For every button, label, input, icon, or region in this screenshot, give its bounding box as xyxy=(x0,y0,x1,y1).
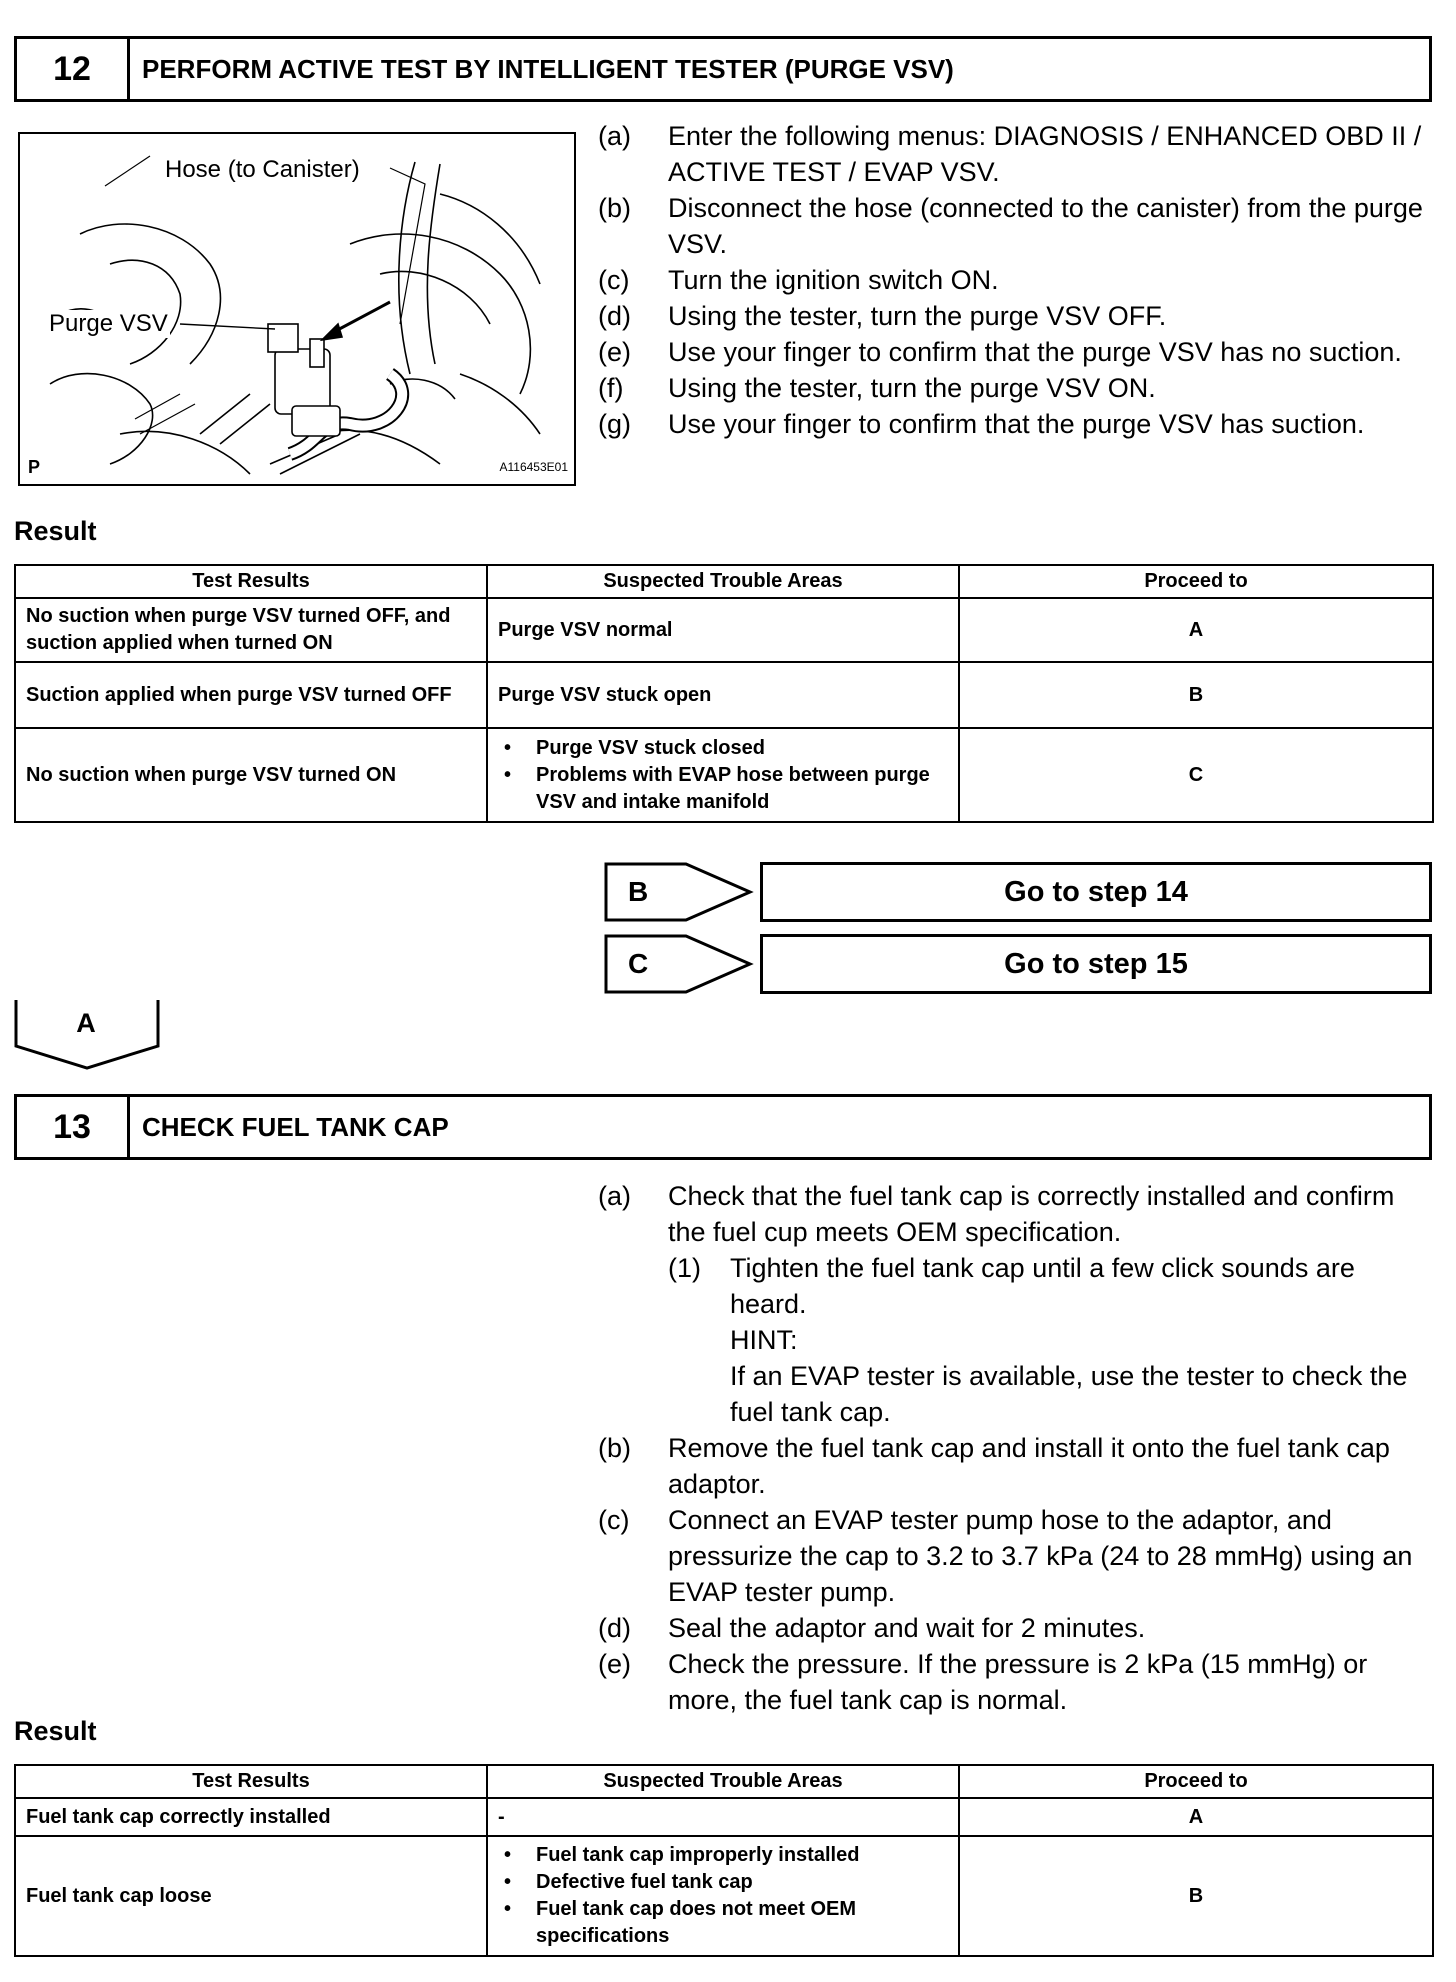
instruction-item: (b) Remove the fuel tank cap and install it onto the fuel tank cap adaptor. xyxy=(598,1433,1390,1499)
table-row xyxy=(15,1836,1433,1956)
instruction-item: (g) Use your finger to confirm that the purge VSV has suction. xyxy=(598,409,1365,439)
trouble-area-cell xyxy=(487,728,959,822)
step-number: 13 xyxy=(17,1097,130,1157)
column-header: Test Results xyxy=(15,565,487,598)
trouble-area-item: • Fuel tank cap does not meet OEM specifications xyxy=(498,1896,948,1950)
branch-letter: B xyxy=(628,876,649,907)
result-heading: Result xyxy=(14,516,97,546)
trouble-area-cell xyxy=(487,1836,959,1956)
engine-drawing xyxy=(20,134,574,484)
instruction-item xyxy=(598,1250,1428,1430)
trouble-area-item: • Defective fuel tank cap xyxy=(498,1869,948,1896)
proceed-cell: A xyxy=(959,598,1433,662)
test-result-cell: No suction when purge VSV turned ON xyxy=(15,728,487,822)
test-result-cell: Fuel tank cap correctly installed xyxy=(15,1798,487,1836)
trouble-area-item: • Problems with EVAP hose between purge VSV and intake manifold xyxy=(498,762,948,816)
instruction-item: (f) Using the tester, turn the purge VSV ON. xyxy=(598,373,1156,403)
step-title: CHECK FUEL TANK CAP xyxy=(142,1111,449,1142)
illustration-corner-mark: P xyxy=(28,457,41,477)
step-13-instructions xyxy=(598,1178,1428,1718)
branch-c[interactable] xyxy=(604,934,1432,994)
column-header: Proceed to xyxy=(959,1765,1433,1798)
trouble-area-item: • Purge VSV stuck closed xyxy=(498,735,948,762)
result-heading: Result xyxy=(14,1716,97,1746)
branch-arrow-icon xyxy=(604,862,754,922)
table-header-row xyxy=(15,1765,1433,1798)
step-13-result-table xyxy=(14,1764,1434,1957)
instruction-item: (a) Enter the following menus: DIAGNOSIS / ENHANCED OBD II / ACTIVE TEST / EVAP VSV. xyxy=(598,121,1422,187)
hint-label: HINT: xyxy=(730,1325,798,1355)
instruction-item: (e) Check the pressure. If the pressure is 2 kPa (15 mmHg) or more, the fuel tank cap is normal. xyxy=(598,1649,1368,1715)
table-row xyxy=(15,662,1433,728)
instruction-item: (d) Using the tester, turn the purge VSV OFF. xyxy=(598,301,1167,331)
column-header: Suspected Trouble Areas xyxy=(487,1765,959,1798)
table-header-row xyxy=(15,565,1433,598)
hint-text: If an EVAP tester is available, use the tester to check the fuel tank cap. xyxy=(730,1361,1408,1427)
step-title: PERFORM ACTIVE TEST BY INTELLIGENT TESTER (PURGE VSV) xyxy=(142,53,954,84)
step-number: 12 xyxy=(17,39,130,99)
sub-instruction: (1) Tighten the fuel tank cap until a few click sounds are heard. xyxy=(668,1253,1355,1319)
trouble-area-cell: Purge VSV stuck open xyxy=(487,662,959,728)
instruction-item: (c) Turn the ignition switch ON. xyxy=(598,265,999,295)
label-purge-vsv: Purge VSV xyxy=(49,310,168,337)
table-row xyxy=(15,1798,1433,1836)
proceed-cell: B xyxy=(959,1836,1433,1956)
instruction-item: (d) Seal the adaptor and wait for 2 minutes. xyxy=(598,1613,1146,1643)
test-result-cell: Fuel tank cap loose xyxy=(15,1836,487,1956)
illustration-code: A116453E01 xyxy=(499,460,568,474)
instruction-item: (a) Check that the fuel tank cap is correctly installed and confirm the fuel cup meets OEM specification. xyxy=(598,1181,1395,1247)
column-header: Suspected Trouble Areas xyxy=(487,565,959,598)
proceed-cell: C xyxy=(959,728,1433,822)
proceed-cell: B xyxy=(959,662,1433,728)
instruction-item: (b) Disconnect the hose (connected to the canister) from the purge VSV. xyxy=(598,193,1423,259)
table-row xyxy=(15,728,1433,822)
test-result-cell: No suction when purge VSV turned OFF, and suction applied when turned ON xyxy=(15,598,487,662)
step-12-instructions xyxy=(598,118,1428,442)
table-row xyxy=(15,598,1433,662)
proceed-cell: A xyxy=(959,1798,1433,1836)
step-13-header xyxy=(14,1094,1432,1160)
go-to-step-15-link[interactable]: Go to step 15 xyxy=(760,934,1432,994)
column-header: Proceed to xyxy=(959,565,1433,598)
test-result-cell: Suction applied when purge VSV turned OFF xyxy=(15,662,487,728)
go-to-step-14-link[interactable]: Go to step 14 xyxy=(760,862,1432,922)
trouble-area-cell: - xyxy=(487,1798,959,1836)
step-12-result-table xyxy=(14,564,1434,823)
instruction-item: (e) Use your finger to confirm that the purge VSV has no suction. xyxy=(598,337,1402,367)
purge-vsv-illustration xyxy=(18,132,576,486)
trouble-area-item: • Fuel tank cap improperly installed xyxy=(498,1842,948,1869)
instruction-item: (c) Connect an EVAP tester pump hose to the adaptor, and pressurize the cap to 3.2 to 3.7 kPa (24 to 28 mmHg) using an EVAP tester pump. xyxy=(598,1505,1413,1607)
label-hose-to-canister: Hose (to Canister) xyxy=(165,156,360,183)
branch-letter: C xyxy=(628,948,649,979)
continue-letter: A xyxy=(76,1008,96,1038)
branch-arrow-icon xyxy=(604,934,754,994)
column-header: Test Results xyxy=(15,1765,487,1798)
step-12-header xyxy=(14,36,1432,102)
trouble-area-cell: Purge VSV normal xyxy=(487,598,959,662)
branch-b[interactable] xyxy=(604,862,1432,922)
